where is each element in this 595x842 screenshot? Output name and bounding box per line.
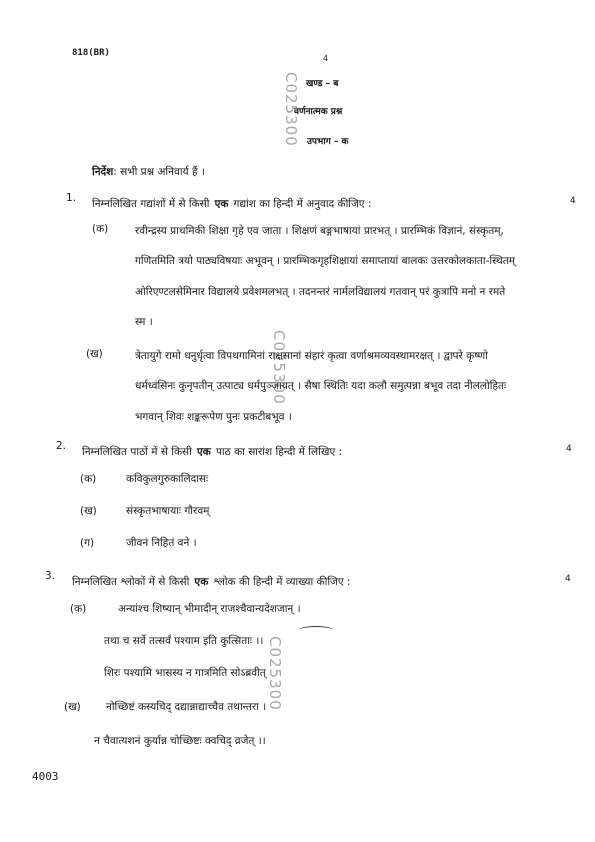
verse-line: अन्यांश्च शिष्यान् भीमादीन् राजश्चैवान्यदेशजान् । [118,603,301,615]
paper-code: 818(BR) [72,48,110,58]
option-text: संस्कृतभाषायाः गौरवम् [126,505,210,517]
question-2-prompt: निम्नलिखित पाठों में से किसी एक पाठ का सारांश हिन्दी में लिखिए : [82,446,343,458]
footer-code: 4003 [32,770,59,783]
verse-line: नोच्छिष्टं कस्यचिद् दद्यान्नाद्याच्चैव तथान्तरा । [106,701,267,713]
marks: 4 [566,444,572,454]
verse-line: शिरः पश्यामि भासस्य न गात्रमिति सोऽब्रवीत् [104,667,266,679]
marks: 4 [565,574,571,584]
option-text: जीवनं निहितं वने । [126,537,197,549]
instruction [92,160,205,179]
emphasis: एक [214,198,229,210]
option-label: (ख) [80,505,97,517]
question-number: 1. [66,192,77,204]
option-label: (क) [70,603,87,615]
watermark: C025300 [266,636,284,711]
passage-line: भगवान् शिवः शङ्करूपेण पुनः प्रकटीबभूव । [135,411,292,423]
option-label: (ख) [64,701,81,713]
passage-line: त्रेतायुगे रामो धनुर्धृत्वा विपथगामिनां राक्षसानां संहारं कृत्वा वर्णाश्रमव्यवस्थामरक्षत् । द्वापरे कृष्णो [135,350,488,362]
instruction-label: निर्देश [92,166,114,178]
option-text: कविकुलगुरुकालिदासः [126,473,209,485]
option-label: (ग) [80,537,95,549]
emphasis: एक [196,446,211,458]
question-number: 2. [56,440,67,452]
watermark: C025300 [282,72,300,147]
option-label: (क) [92,223,109,235]
question-3-prompt: निम्नलिखित श्लोकों में से किसी एक श्लोक की हिन्दी में व्याख्या कीजिए : [72,576,351,588]
passage-line: स्म । [135,316,153,328]
page-number: 4 [323,54,329,63]
section-subpart: उपभाग – क [307,137,349,147]
verse-line: तथा च सर्वे तत्सर्वं पश्याम इति कुत्सिताः ।। [104,635,264,647]
passage-line: धर्मध्वंसिनः कुनृपतीन् उत्पाट्य धर्मपुञ्जायत् । सैषा स्थितिः यदा कलौ समुत्पन्ना बभूव तदा नीललोहितः [135,380,507,392]
passage-line: ओरिएण्टलसेमिनार विद्यालये प्रवेशमलभत् । तदनन्तरं नार्मलविद्यालयं गतवान् परं कुत्रापि मनो न रमते [135,286,506,298]
option-label: (क) [80,473,97,485]
passage-line: गणितमिति त्रयो पाठ्यविषयाः अभूवन् । प्रारम्भिकगृहशिक्षायां समाप्तायां बालकः उत्तरकोलकाता-स्थितम् [135,255,515,267]
verse-line: न चैवात्यशनं कुर्यान्न चोच्छिष्टः क्वचिद् व्रजेत् ।। [94,735,266,747]
instruction-text: : सभी प्रश्न अनिवार्य हैं । [113,166,205,178]
watermark: C025300 [270,330,288,405]
section-type: वर्णनात्मक प्रश्न [294,107,343,117]
marks: 4 [570,196,576,206]
emphasis: एक [194,576,209,588]
option-label: (ख) [86,348,103,360]
passage-line: रवीन्द्रस्य प्राथमिकी शिक्षा गृहे एव जाता । शिक्षणं बङ्गभाषायां प्रारभत् । प्रारम्भिकं विज्ञानं, संस्कृतम्, [135,225,504,237]
question-number: 3. [45,570,56,582]
section-title: खण्ड – ब [306,79,339,89]
pen-mark [298,626,334,635]
question-1-prompt: निम्नलिखित गद्यांशों में से किसी एक गद्यांश का हिन्दी में अनुवाद कीजिए : [92,198,372,210]
